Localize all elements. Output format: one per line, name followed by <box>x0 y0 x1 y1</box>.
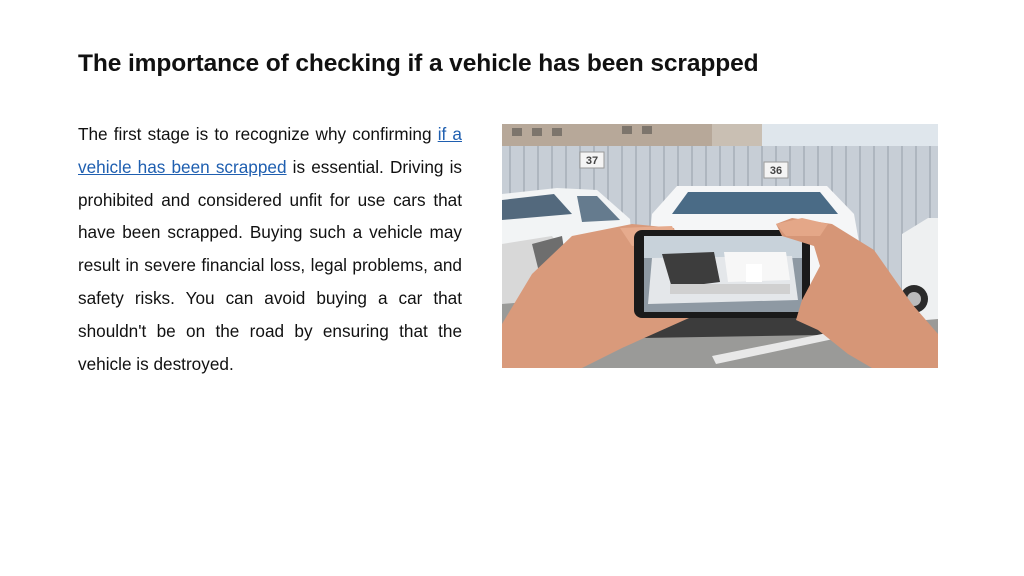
photo-hands-holding-phone-over-damaged-car <box>502 124 938 368</box>
sign-37-label: 37 <box>585 155 599 167</box>
body-paragraph <box>78 118 462 380</box>
scrapped-vehicle-link[interactable]: if a vehicle has been scrapped <box>78 124 462 177</box>
sign-36-label: 36 <box>769 165 783 177</box>
body-text-rest: is essential. Driving is prohibited and considered unfit for use cars that have been scrapped. Buying such a vehicle may result in severe financial loss, legal problems, and safety risks. You can avoid buying a car that shouldn't be on the road by ensuring that the vehicle is destroyed. <box>78 156 462 374</box>
body-text-intro: The first stage is to recognize why confirming <box>78 124 438 144</box>
slide-title: The importance of checking if a vehicle has been scrapped <box>78 50 759 77</box>
